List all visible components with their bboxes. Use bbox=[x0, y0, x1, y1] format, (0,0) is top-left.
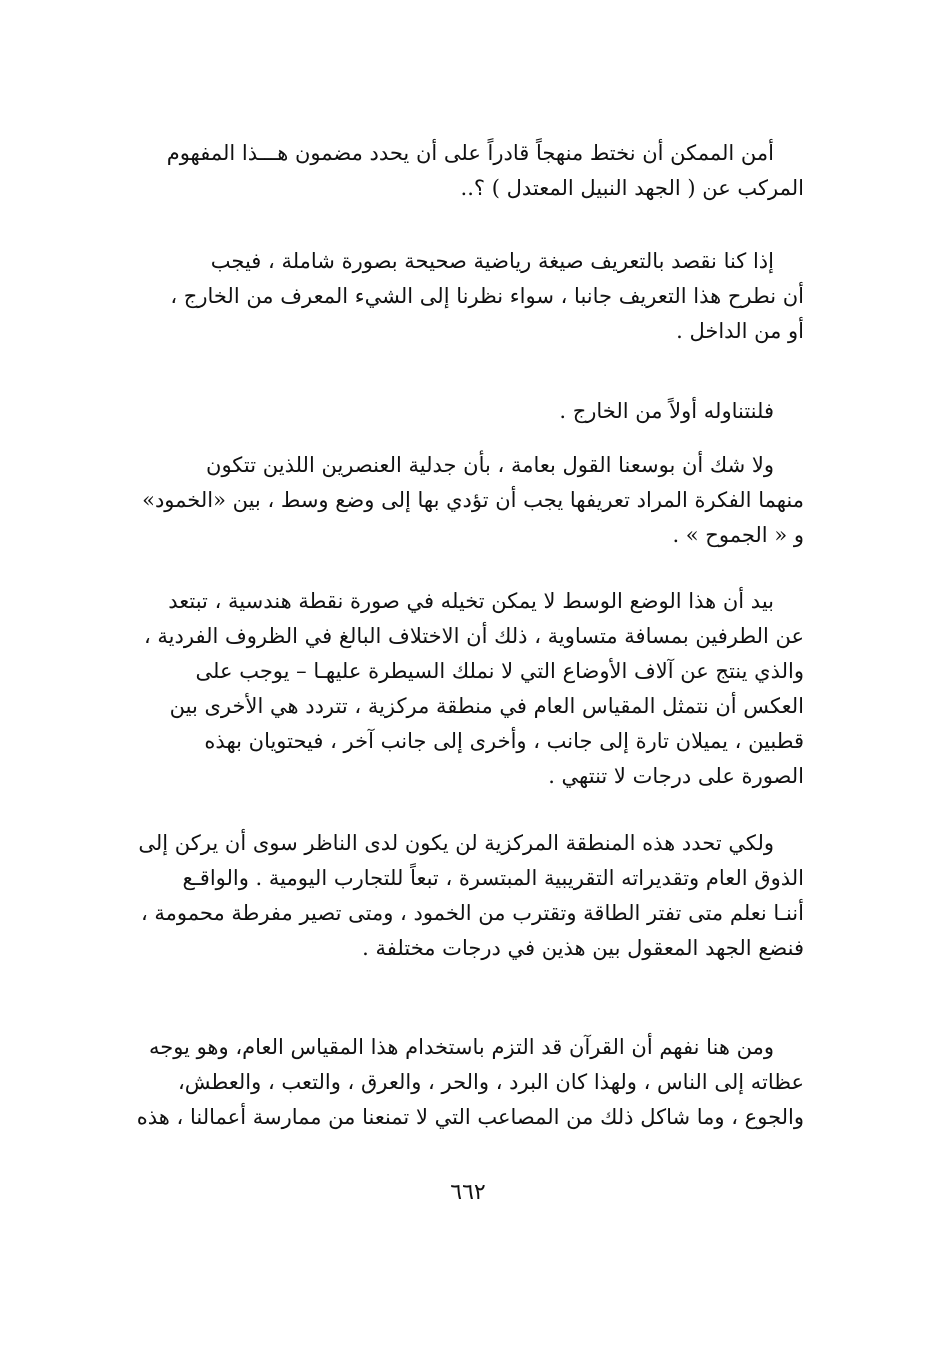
text-line: بيد أن هذا الوضع الوسط لا يمكن تخيله في صورة نقطة هندسية ، تبتعد bbox=[168, 589, 774, 613]
text-line: الذوق العام وتقديراته التقريبية المبتسرة ، تبعاً للتجارب اليومية . والواقـع bbox=[182, 866, 804, 890]
paragraph-1 bbox=[112, 136, 804, 206]
text-line: والجوع ، وما شاكل ذلك من المصاعب التي لا تمنعنا من ممارسة أعمالنا ، هذه bbox=[136, 1105, 804, 1129]
paragraph-6 bbox=[112, 826, 804, 966]
paragraph-3 bbox=[112, 394, 804, 429]
text-line: عن الطرفين بمسافة متساوية ، ذلك أن الاختلاف البالغ في الظروف الفردية ، bbox=[143, 624, 804, 648]
text-line: أننـا نعلم متى تفتر الطاقة وتقترب من الخمود ، ومتى تصير مفرطة محمومة ، bbox=[140, 901, 804, 925]
text-line: عظاته إلى الناس ، ولهذا كان البرد ، والحر ، والعرق ، والتعب ، والعطش، bbox=[178, 1070, 804, 1094]
text-line: الصورة على درجات لا تنتهي . bbox=[548, 764, 804, 788]
paragraph-7 bbox=[112, 1030, 804, 1135]
text-line: فنضع الجهد المعقول بين هذين في درجات مختلفة . bbox=[362, 936, 804, 960]
text-line: والذي ينتج عن آلاف الأوضاع التي لا نملك السيطرة عليهـا – يوجب على bbox=[195, 659, 804, 683]
paragraph-2 bbox=[112, 244, 804, 349]
text-line: ولكي تحدد هذه المنطقة المركزية لن يكون لدى الناظر سوى أن يركن إلى bbox=[138, 831, 774, 855]
text-line: قطبين ، يميلان تارة إلى جانب ، وأخرى إلى جانب آخر ، فيحتويان بهذه bbox=[204, 729, 804, 753]
text-line: العكس أن نتمثل المقياس العام في منطقة مركزية ، تتردد هي الأخرى بين bbox=[169, 694, 804, 718]
text-line: أن نطرح هذا التعريف جانبا ، سواء نظرنا إلى الشيء المعرف من الخارج ، bbox=[170, 284, 804, 308]
paragraph-4 bbox=[112, 448, 804, 553]
text-line: أو من الداخل . bbox=[676, 319, 804, 343]
text-line: فلنتناوله أولاً من الخارج . bbox=[559, 399, 774, 423]
text-line: إذا كنا نقصد بالتعريف صيغة رياضية صحيحة بصورة شاملة ، فيجب bbox=[210, 249, 774, 273]
paragraph-5 bbox=[112, 584, 804, 794]
page-number: ٦٦٢ bbox=[450, 1180, 486, 1205]
text-line: أمن الممكن أن نختط منهجاً قادراً على أن يحدد مضمون هـــذا المفهوم bbox=[166, 141, 774, 165]
text-line: و « الجموح » . bbox=[672, 523, 804, 547]
text-line: منهما الفكرة المراد تعريفها يجب أن تؤدي بها إلى وضع وسط ، بين «الخمود» bbox=[142, 488, 804, 512]
text-line: ولا شك أن بوسعنا القول بعامة ، بأن جدلية العنصرين اللذين تتكون bbox=[206, 453, 774, 477]
text-line: المركب عن ( الجهد النبيل المعتدل ) ؟.. bbox=[460, 176, 804, 200]
text-line: ومن هنا نفهم أن القرآن قد التزم باستخدام هذا المقياس العام، وهو يوجه bbox=[148, 1035, 774, 1059]
